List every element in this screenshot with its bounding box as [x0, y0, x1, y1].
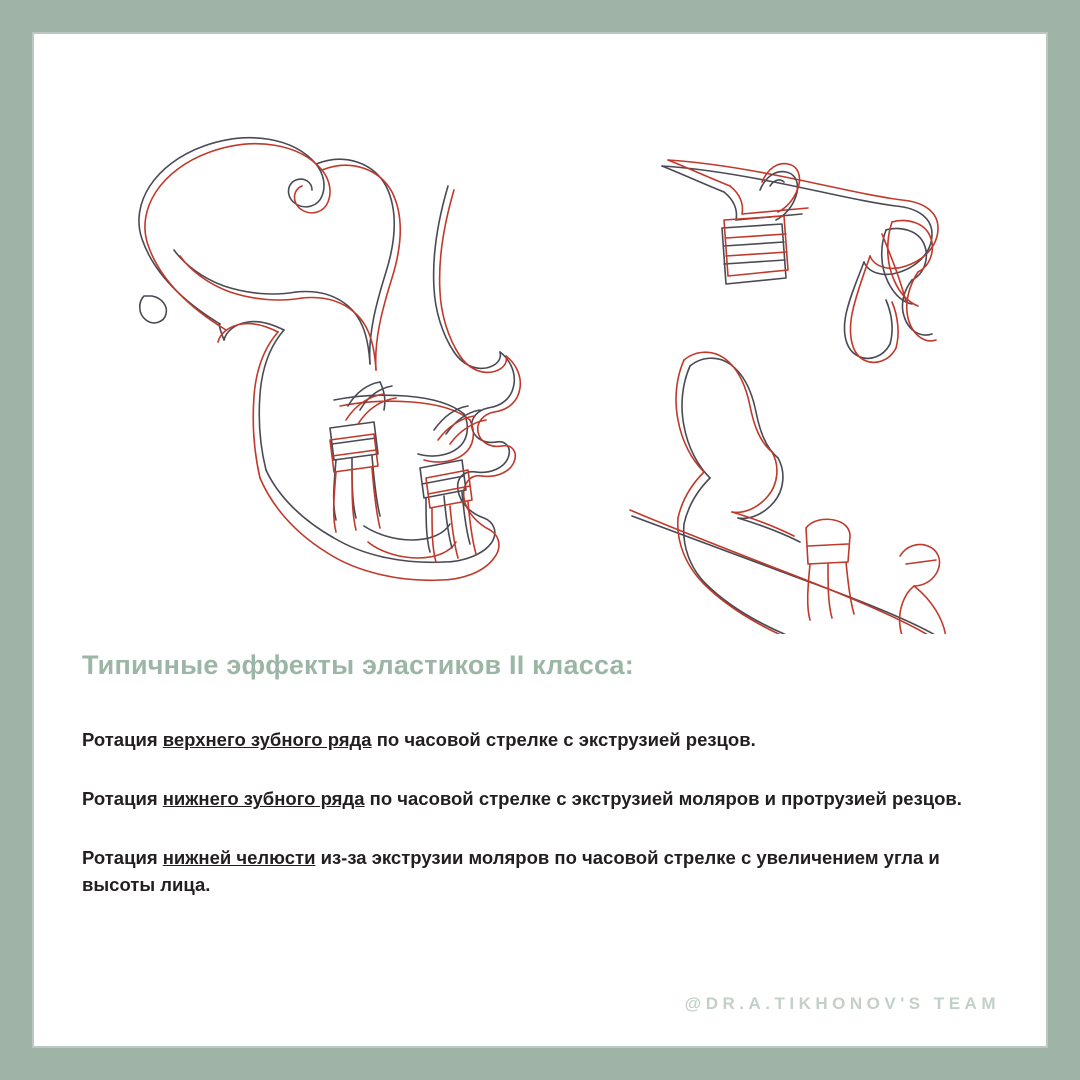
panel-lateral-teeth-after [330, 394, 486, 562]
effect-3-post: из-за экструзии моляров по часовой стрелке с увеличением угла и высоты лица. [82, 847, 940, 895]
panel-mandible-teeth-after [806, 519, 946, 634]
effect-paragraph-1 [82, 727, 1002, 754]
brand-handle: @DR.A.TIKHONOV'S TEAM [684, 994, 1000, 1013]
effect-1-underlined: верхнего зубного ряда [162, 729, 372, 751]
effect-paragraph-2 [82, 786, 1002, 813]
effect-1-pre: Ротация [82, 729, 163, 751]
effect-paragraph-3 [82, 845, 1002, 899]
panel-mandible-after [630, 352, 942, 634]
effect-1-post: по часовой стрелке с экструзией резцов. [371, 729, 756, 751]
panel-lateral-before [139, 138, 514, 563]
effect-2-post: по часовой стрелке с экструзией моляров и протрузией резцов. [364, 788, 962, 810]
panel-mandible-before [632, 358, 940, 634]
cephalometric-figure [34, 34, 1046, 634]
panel-maxilla-teeth-before [722, 172, 932, 335]
panel-maxilla-after [668, 160, 938, 362]
page-title: Типичные эффекты эластиков II класса: [82, 650, 634, 680]
effect-3-pre: Ротация [82, 847, 163, 869]
content-card [32, 32, 1048, 1048]
effect-2-underlined: нижнего зубного ряда [162, 788, 365, 810]
effect-2-pre: Ротация [82, 788, 163, 810]
effect-3-underlined: нижней челюсти [162, 847, 316, 869]
text-content [82, 649, 1002, 931]
panel-lateral-teeth-before [330, 382, 480, 552]
